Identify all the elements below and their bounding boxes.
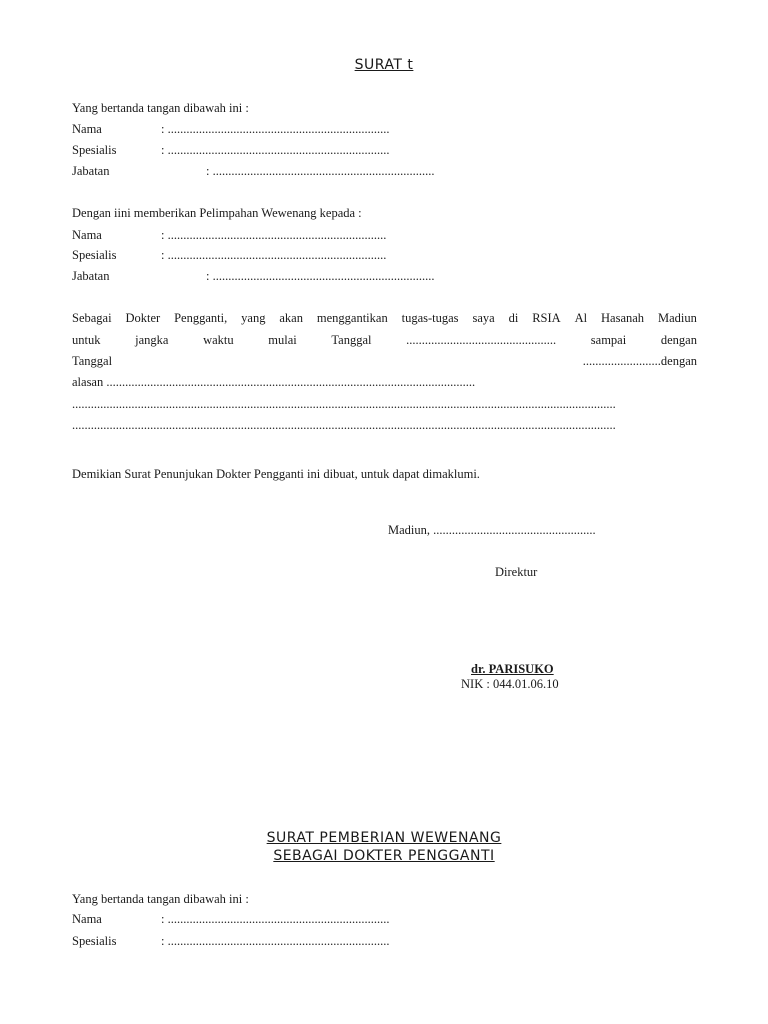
second-name-label: Nama bbox=[72, 912, 102, 926]
word: mulai bbox=[268, 333, 297, 347]
reason-line-2: .............................................................................................................................................................................. bbox=[72, 397, 616, 411]
place-date: Madiun, .................................................... bbox=[388, 523, 596, 537]
second-specialist-label: Spesialis bbox=[72, 934, 117, 948]
word: tugas-tugas bbox=[401, 311, 459, 325]
second-title-line-1: SURAT PEMBERIAN WEWENANG bbox=[266, 830, 502, 846]
word: Pengganti, bbox=[174, 311, 228, 325]
word: akan bbox=[279, 311, 303, 325]
body-line-3 bbox=[72, 354, 697, 369]
signer-specialist-value: : ....................................................................... bbox=[161, 143, 390, 157]
signer-name-label: Nama bbox=[72, 122, 102, 136]
word: yang bbox=[241, 311, 266, 325]
word: Madiun bbox=[657, 311, 697, 325]
word: Al bbox=[574, 311, 588, 325]
word: menggantikan bbox=[316, 311, 388, 325]
reason-line-3: .............................................................................................................................................................................. bbox=[72, 418, 616, 432]
letter-title: SURAT t bbox=[354, 57, 414, 73]
signer-nik: NIK : 044.01.06.10 bbox=[461, 677, 559, 691]
body-line-2 bbox=[72, 333, 697, 348]
delegate-specialist-value: : ...................................................................... bbox=[161, 248, 387, 262]
date-placeholder: ................................................ bbox=[406, 333, 557, 347]
word: sampai bbox=[590, 333, 627, 347]
word: RSIA bbox=[532, 311, 561, 325]
signer-position-value: : ....................................................................... bbox=[206, 164, 435, 178]
word: dengan bbox=[660, 333, 697, 347]
word: saya bbox=[472, 311, 495, 325]
delegate-name-label: Nama bbox=[72, 228, 102, 242]
signer-name: dr. PARISUKO bbox=[471, 662, 554, 676]
delegation-intro: Dengan iini memberikan Pelimpahan Wewenang kepada : bbox=[72, 206, 362, 220]
word: Tanggal bbox=[72, 354, 113, 368]
delegate-name-value: : ...................................................................... bbox=[161, 228, 387, 242]
word: jangka bbox=[135, 333, 169, 347]
date-placeholder: .........................dengan bbox=[582, 354, 697, 368]
word: Tanggal bbox=[331, 333, 372, 347]
word: waktu bbox=[203, 333, 234, 347]
signer-name-value: : ....................................................................... bbox=[161, 122, 390, 136]
delegate-position-label: Jabatan bbox=[72, 269, 110, 283]
word: Hasanah bbox=[601, 311, 645, 325]
signer-position-label: Jabatan bbox=[72, 164, 110, 178]
signer-title: Direktur bbox=[495, 565, 538, 579]
reason-line: alasan ...................................................................................................................... bbox=[72, 375, 476, 389]
signer-specialist-label: Spesialis bbox=[72, 143, 117, 157]
word: untuk bbox=[72, 333, 101, 347]
second-title-line-2: SEBAGAI DOKTER PENGGANTI bbox=[273, 848, 495, 864]
delegate-position-value: : ....................................................................... bbox=[206, 269, 435, 283]
delegate-specialist-label: Spesialis bbox=[72, 248, 117, 262]
closing-text: Demikian Surat Penunjukan Dokter Pengganti ini dibuat, untuk dapat dimaklumi. bbox=[72, 467, 480, 481]
second-name-value: : ....................................................................... bbox=[161, 912, 390, 926]
word: Dokter bbox=[125, 311, 161, 325]
second-specialist-value: : ....................................................................... bbox=[161, 934, 390, 948]
second-intro-text: Yang bertanda tangan dibawah ini : bbox=[72, 892, 249, 906]
word: di bbox=[508, 311, 519, 325]
word: Sebagai bbox=[72, 311, 112, 325]
intro-text: Yang bertanda tangan dibawah ini : bbox=[72, 101, 249, 115]
body-line-1 bbox=[72, 311, 697, 326]
